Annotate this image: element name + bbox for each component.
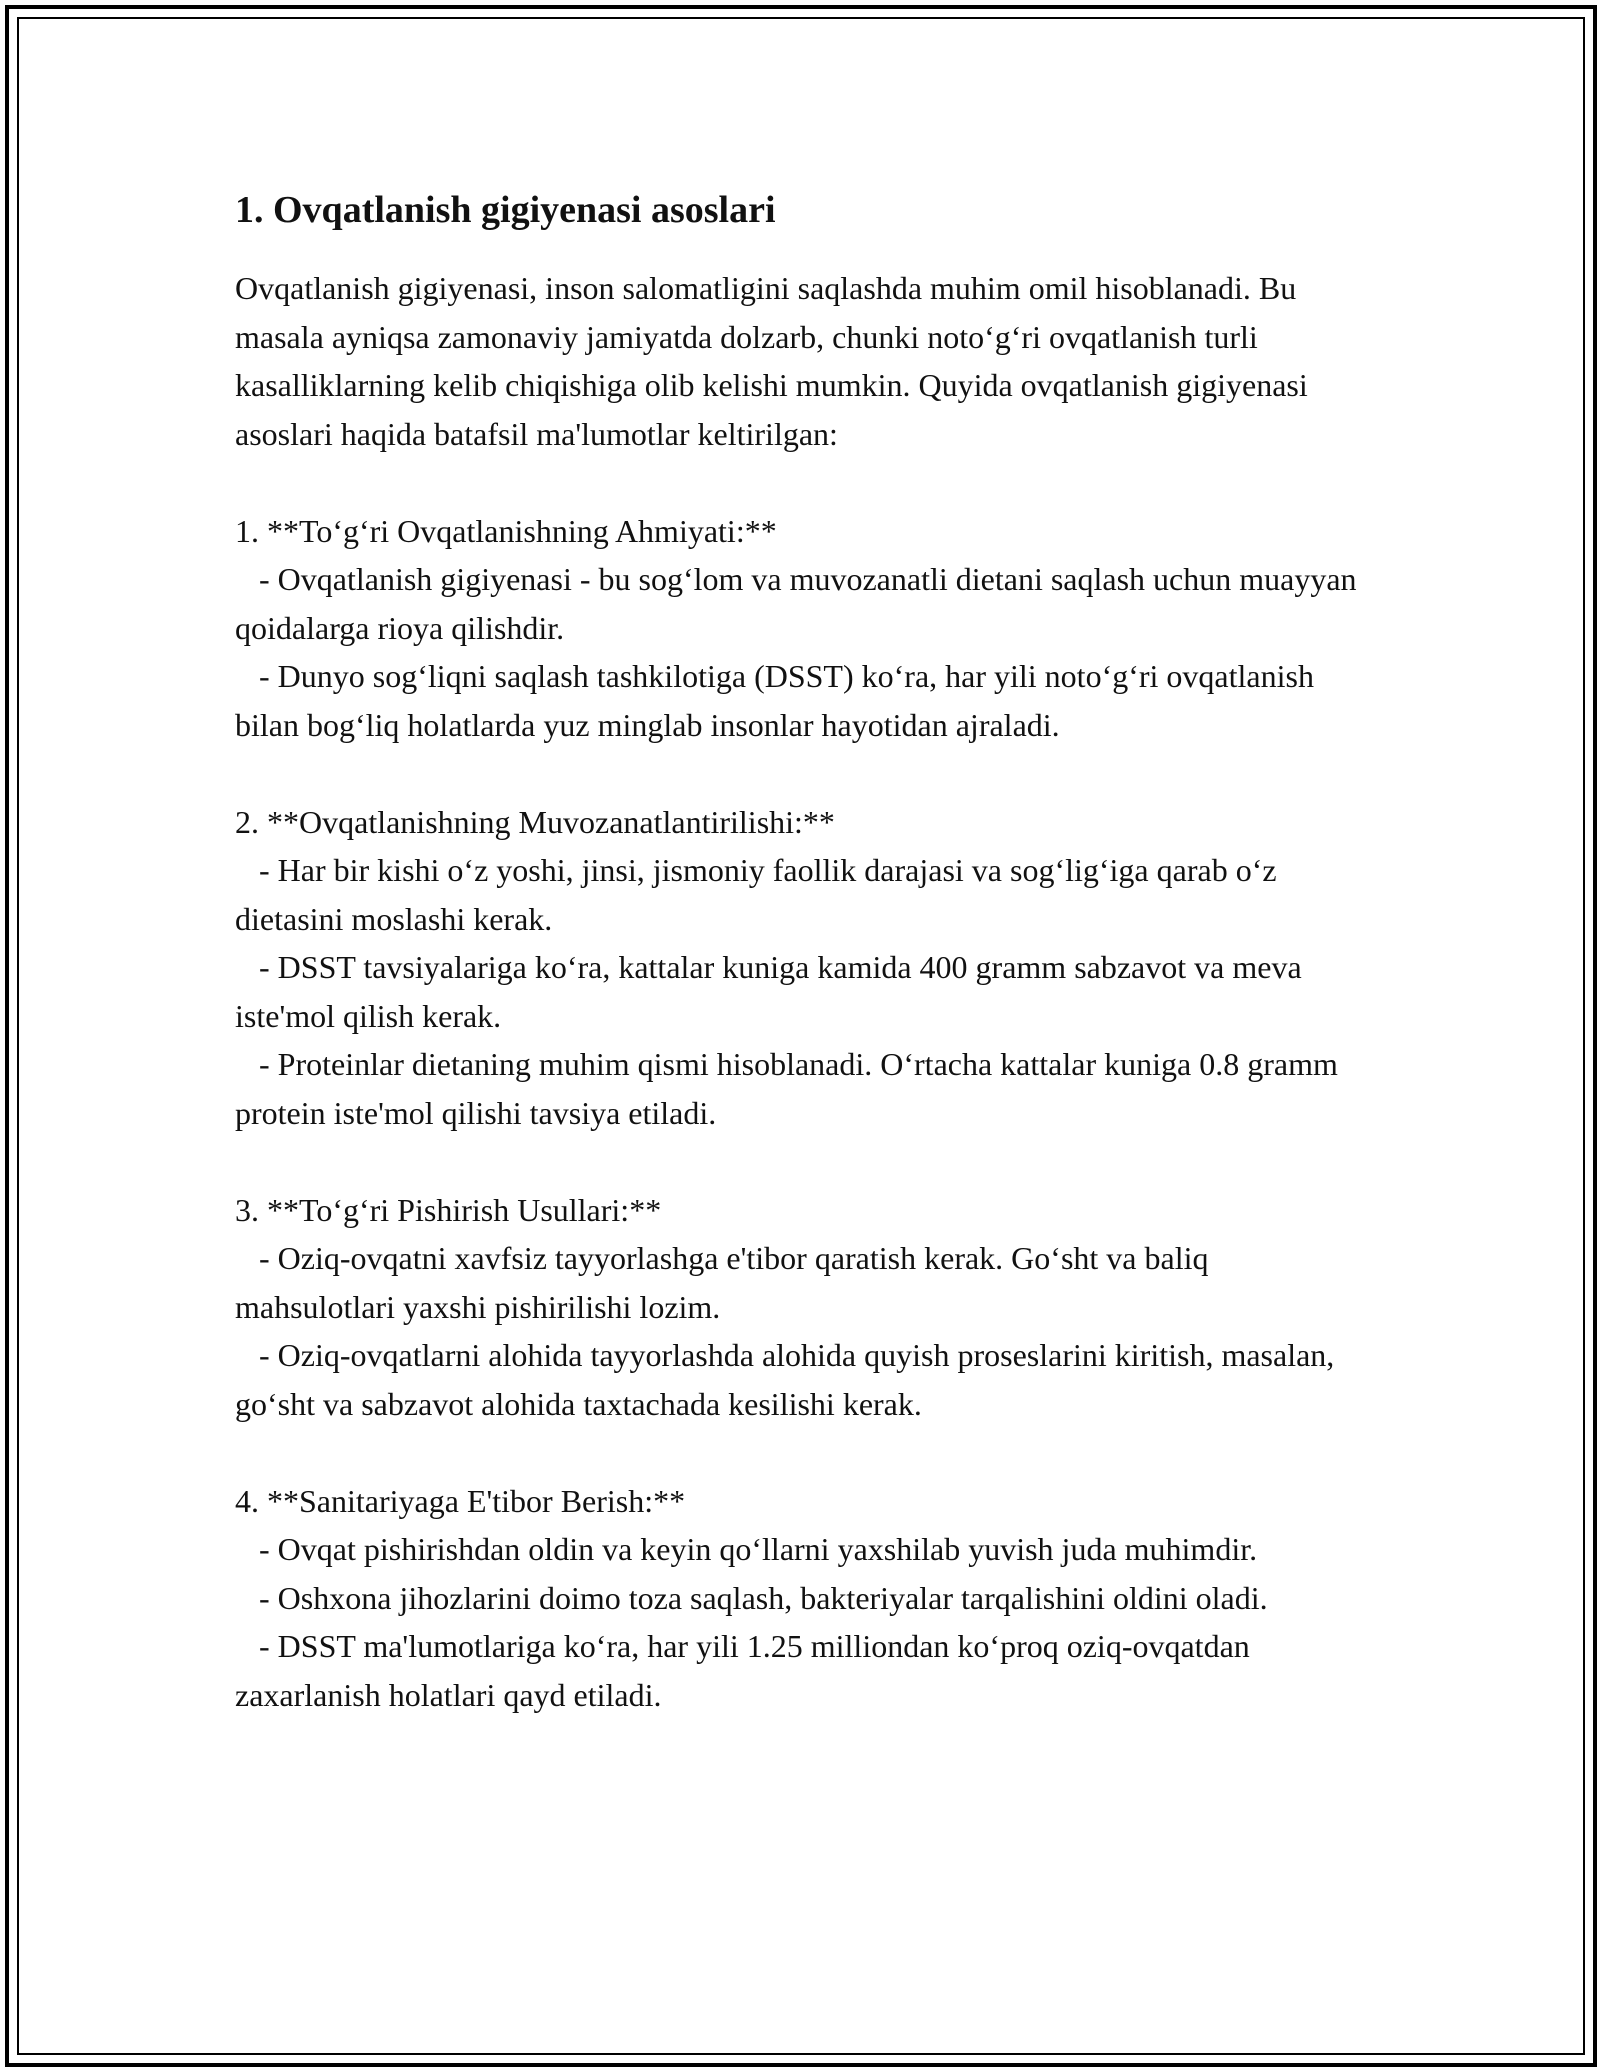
bullet-item: - Ovqatlanish gigiyenasi - bu sog‘lom va muvozanatli dietani saqlash uchun muayyan qoidalarga rioya qilishdir. [235,561,1365,646]
document-title: 1. Ovqatlanish gigiyenasi asoslari [235,189,776,231]
section-4 [235,1477,1365,1720]
section-heading: 1. **To‘g‘ri Ovqatlanishning Ahmiyati:** [235,512,777,549]
bullet-item: - Oziq-ovqatni xavfsiz tayyorlashga e'tibor qaratish kerak. Go‘sht va baliq mahsulotlari yaxshi pishirilishi lozim. [235,1240,1217,1325]
intro-paragraph: Ovqatlanish gigiyenasi, inson salomatligini saqlashda muhim omil hisoblanadi. Bu masala ayniqsa zamonaviy jamiyatda dolzarb, chunki noto‘g‘ri ovqatlanish turli kasalliklarning kelib chiqishiga olib kelishi mumkin. Quyida ovqatlanish gigiyenasi asoslari haqida batafsil ma'lumotlar keltirilgan: [235,270,1308,452]
bullet-item: - DSST tavsiyalariga ko‘ra, kattalar kuniga kamida 400 gramm sabzavot va meva iste'mol qilish kerak. [235,949,1310,1034]
section-heading: 2. **Ovqatlanishning Muvozanatlantirilishi:** [235,803,835,840]
bullet-item: - Proteinlar dietaning muhim qismi hisoblanadi. O‘rtacha kattalar kuniga 0.8 gramm protein iste'mol qilishi tavsiya etiladi. [235,1046,1346,1131]
section-1 [235,507,1365,750]
section-heading: 4. **Sanitariyaga E'tibor Berish:** [235,1482,686,1519]
bullet-item: - Har bir kishi o‘z yoshi, jinsi, jismoniy faollik darajasi va sog‘lig‘iga qarab o‘z dietasini moslashi kerak. [235,852,1285,937]
bullet-item: - Dunyo sog‘liqni saqlash tashkilotiga (DSST) ko‘ra, har yili noto‘g‘ri ovqatlanish bilan bog‘liq holatlarda yuz minglab insonlar hayotidan ajraladi. [235,658,1322,743]
section-3 [235,1186,1365,1429]
bullet-item: - Oshxona jihozlarini doimo toza saqlash, bakteriyalar tarqalishini oldini oladi. [235,1579,1268,1616]
document-body [235,186,1365,1768]
section-heading: 3. **To‘g‘ri Pishirish Usullari:** [235,1191,662,1228]
section-2 [235,798,1365,1138]
bullet-item: - Ovqat pishirishdan oldin va keyin qo‘llarni yaxshilab yuvish juda muhimdir. [235,1531,1258,1567]
bullet-item: - DSST ma'lumotlariga ko‘ra, har yili 1.25 milliondan ko‘proq oziq-ovqatdan zaxarlanish holatlari qayd etiladi. [235,1628,1258,1713]
bullet-item: - Oziq-ovqatlarni alohida tayyorlashda alohida quyish proseslarini kiritish, masalan, go‘sht va sabzavot alohida taxtachada kesilishi kerak. [235,1337,1343,1422]
